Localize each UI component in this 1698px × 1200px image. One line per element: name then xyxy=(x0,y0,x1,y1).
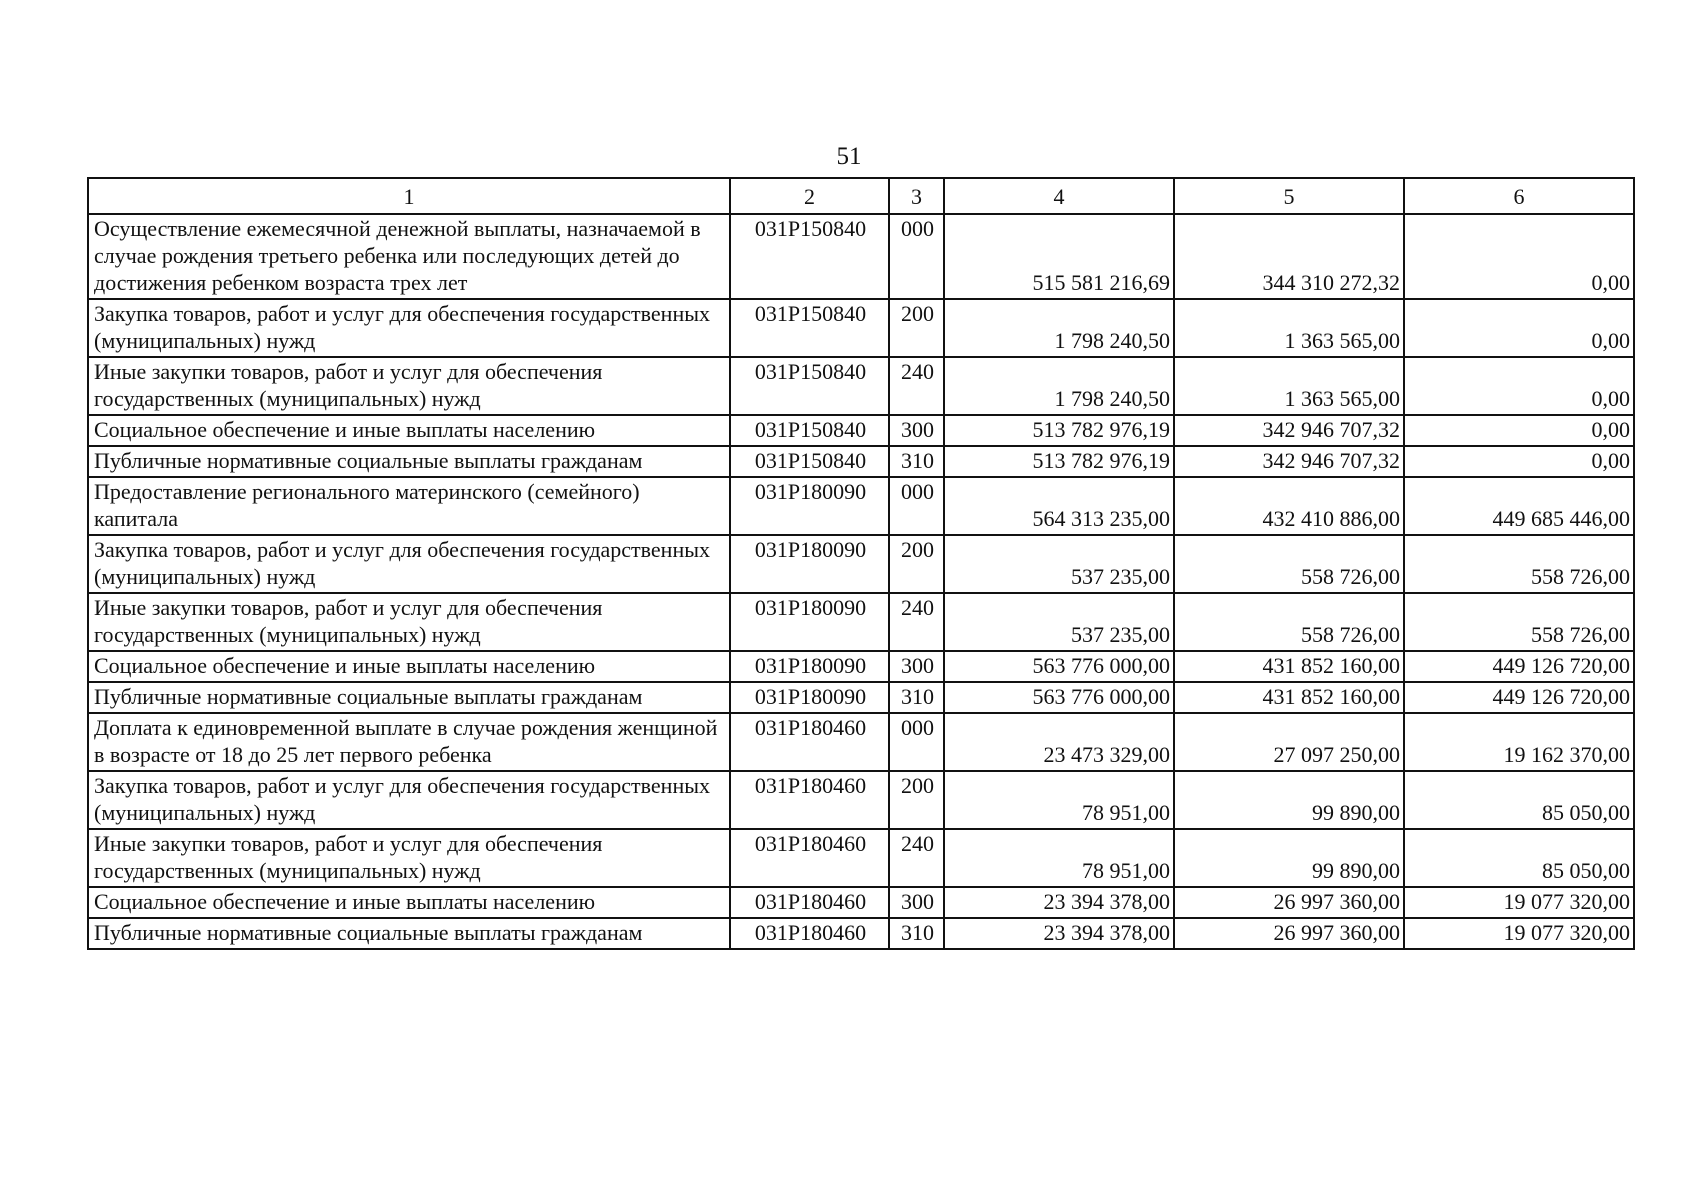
table-row xyxy=(88,477,1634,535)
page-number: 51 xyxy=(836,143,862,170)
row-name-cell: Доплата к единовременной выплате в случае рождения женщиной в возрасте от 18 до 25 лет первого ребенка xyxy=(88,713,730,771)
row-amount-col6: 19 162 370,00 xyxy=(1404,713,1634,771)
row-amount-col4: 564 313 235,00 xyxy=(944,477,1174,535)
row-amount-col4: 537 235,00 xyxy=(944,593,1174,651)
row-amount-col6: 0,00 xyxy=(1404,446,1634,477)
row-amount-col6: 19 077 320,00 xyxy=(1404,918,1634,949)
row-amount-col5: 432 410 886,00 xyxy=(1174,477,1404,535)
row-amount-col5: 342 946 707,32 xyxy=(1174,446,1404,477)
row-type-cell: 000 xyxy=(889,214,944,299)
table-row xyxy=(88,651,1634,682)
row-amount-col4: 563 776 000,00 xyxy=(944,682,1174,713)
row-name-cell: Публичные нормативные социальные выплаты гражданам xyxy=(88,918,730,949)
row-amount-col5: 342 946 707,32 xyxy=(1174,415,1404,446)
row-type-cell: 240 xyxy=(889,593,944,651)
row-code-cell: 031P180460 xyxy=(730,887,889,918)
row-name-cell: Социальное обеспечение и иные выплаты населению xyxy=(88,887,730,918)
row-code-cell: 031P150840 xyxy=(730,299,889,357)
row-name-cell: Закупка товаров, работ и услуг для обеспечения государственных (муниципальных) нужд xyxy=(88,771,730,829)
table-row xyxy=(88,682,1634,713)
row-amount-col5: 26 997 360,00 xyxy=(1174,887,1404,918)
header-cell-6: 6 xyxy=(1404,178,1634,214)
row-name-cell: Иные закупки товаров, работ и услуг для обеспечения государственных (муниципальных) нужд xyxy=(88,829,730,887)
row-amount-col6: 558 726,00 xyxy=(1404,593,1634,651)
row-type-cell: 200 xyxy=(889,771,944,829)
row-code-cell: 031P150840 xyxy=(730,446,889,477)
table-row xyxy=(88,829,1634,887)
row-code-cell: 031P150840 xyxy=(730,415,889,446)
row-name-cell: Иные закупки товаров, работ и услуг для обеспечения государственных (муниципальных) нужд xyxy=(88,357,730,415)
row-code-cell: 031P180460 xyxy=(730,918,889,949)
row-amount-col4: 78 951,00 xyxy=(944,829,1174,887)
table-row xyxy=(88,357,1634,415)
row-amount-col6: 449 126 720,00 xyxy=(1404,651,1634,682)
row-amount-col4: 1 798 240,50 xyxy=(944,299,1174,357)
row-type-cell: 000 xyxy=(889,713,944,771)
row-amount-col6: 449 126 720,00 xyxy=(1404,682,1634,713)
row-type-cell: 310 xyxy=(889,682,944,713)
row-amount-col4: 1 798 240,50 xyxy=(944,357,1174,415)
header-cell-1: 1 xyxy=(88,178,730,214)
table-row xyxy=(88,299,1634,357)
row-amount-col6: 0,00 xyxy=(1404,357,1634,415)
budget-table xyxy=(87,177,1635,950)
row-type-cell: 300 xyxy=(889,415,944,446)
row-code-cell: 031P180460 xyxy=(730,771,889,829)
header-row xyxy=(88,178,1634,214)
row-amount-col5: 99 890,00 xyxy=(1174,771,1404,829)
table-row xyxy=(88,535,1634,593)
row-name-cell: Закупка товаров, работ и услуг для обеспечения государственных (муниципальных) нужд xyxy=(88,299,730,357)
row-amount-col4: 23 394 378,00 xyxy=(944,918,1174,949)
row-type-cell: 310 xyxy=(889,918,944,949)
row-amount-col4: 513 782 976,19 xyxy=(944,446,1174,477)
row-code-cell: 031P180090 xyxy=(730,682,889,713)
row-amount-col5: 27 097 250,00 xyxy=(1174,713,1404,771)
row-amount-col6: 19 077 320,00 xyxy=(1404,887,1634,918)
row-type-cell: 240 xyxy=(889,829,944,887)
row-amount-col4: 513 782 976,19 xyxy=(944,415,1174,446)
row-amount-col6: 0,00 xyxy=(1404,299,1634,357)
row-code-cell: 031P180090 xyxy=(730,535,889,593)
header-cell-4: 4 xyxy=(944,178,1174,214)
row-type-cell: 240 xyxy=(889,357,944,415)
row-amount-col4: 537 235,00 xyxy=(944,535,1174,593)
row-amount-col4: 515 581 216,69 xyxy=(944,214,1174,299)
row-amount-col5: 344 310 272,32 xyxy=(1174,214,1404,299)
table-row xyxy=(88,446,1634,477)
row-amount-col4: 23 473 329,00 xyxy=(944,713,1174,771)
row-code-cell: 031P180090 xyxy=(730,593,889,651)
row-type-cell: 300 xyxy=(889,887,944,918)
row-amount-col4: 23 394 378,00 xyxy=(944,887,1174,918)
table-row xyxy=(88,214,1634,299)
row-name-cell: Предоставление регионального материнского (семейного) капитала xyxy=(88,477,730,535)
row-amount-col5: 1 363 565,00 xyxy=(1174,299,1404,357)
row-code-cell: 031P150840 xyxy=(730,357,889,415)
row-amount-col5: 26 997 360,00 xyxy=(1174,918,1404,949)
header-cell-5: 5 xyxy=(1174,178,1404,214)
row-amount-col5: 1 363 565,00 xyxy=(1174,357,1404,415)
row-name-cell: Публичные нормативные социальные выплаты гражданам xyxy=(88,682,730,713)
row-amount-col6: 0,00 xyxy=(1404,214,1634,299)
table-row xyxy=(88,593,1634,651)
row-amount-col5: 99 890,00 xyxy=(1174,829,1404,887)
table-row xyxy=(88,771,1634,829)
row-type-cell: 200 xyxy=(889,535,944,593)
row-code-cell: 031P180460 xyxy=(730,829,889,887)
table-row xyxy=(88,713,1634,771)
row-code-cell: 031P180090 xyxy=(730,651,889,682)
table-row xyxy=(88,887,1634,918)
row-type-cell: 000 xyxy=(889,477,944,535)
row-name-cell: Осуществление ежемесячной денежной выплаты, назначаемой в случае рождения третьего ребенка или последующих детей до достижения ребенком возраста трех лет xyxy=(88,214,730,299)
header-cell-2: 2 xyxy=(730,178,889,214)
row-type-cell: 200 xyxy=(889,299,944,357)
row-amount-col4: 78 951,00 xyxy=(944,771,1174,829)
header-cell-3: 3 xyxy=(889,178,944,214)
row-type-cell: 310 xyxy=(889,446,944,477)
row-amount-col5: 431 852 160,00 xyxy=(1174,651,1404,682)
row-code-cell: 031P180090 xyxy=(730,477,889,535)
row-name-cell: Социальное обеспечение и иные выплаты населению xyxy=(88,415,730,446)
row-code-cell: 031P180460 xyxy=(730,713,889,771)
row-amount-col5: 558 726,00 xyxy=(1174,535,1404,593)
row-amount-col6: 0,00 xyxy=(1404,415,1634,446)
row-amount-col5: 558 726,00 xyxy=(1174,593,1404,651)
row-name-cell: Публичные нормативные социальные выплаты гражданам xyxy=(88,446,730,477)
row-amount-col5: 431 852 160,00 xyxy=(1174,682,1404,713)
row-name-cell: Закупка товаров, работ и услуг для обеспечения государственных (муниципальных) нужд xyxy=(88,535,730,593)
row-name-cell: Иные закупки товаров, работ и услуг для обеспечения государственных (муниципальных) нужд xyxy=(88,593,730,651)
row-amount-col6: 449 685 446,00 xyxy=(1404,477,1634,535)
row-type-cell: 300 xyxy=(889,651,944,682)
row-code-cell: 031P150840 xyxy=(730,214,889,299)
row-amount-col6: 85 050,00 xyxy=(1404,829,1634,887)
row-amount-col6: 85 050,00 xyxy=(1404,771,1634,829)
row-amount-col6: 558 726,00 xyxy=(1404,535,1634,593)
row-name-cell: Социальное обеспечение и иные выплаты населению xyxy=(88,651,730,682)
row-amount-col4: 563 776 000,00 xyxy=(944,651,1174,682)
table-row xyxy=(88,918,1634,949)
table-row xyxy=(88,415,1634,446)
